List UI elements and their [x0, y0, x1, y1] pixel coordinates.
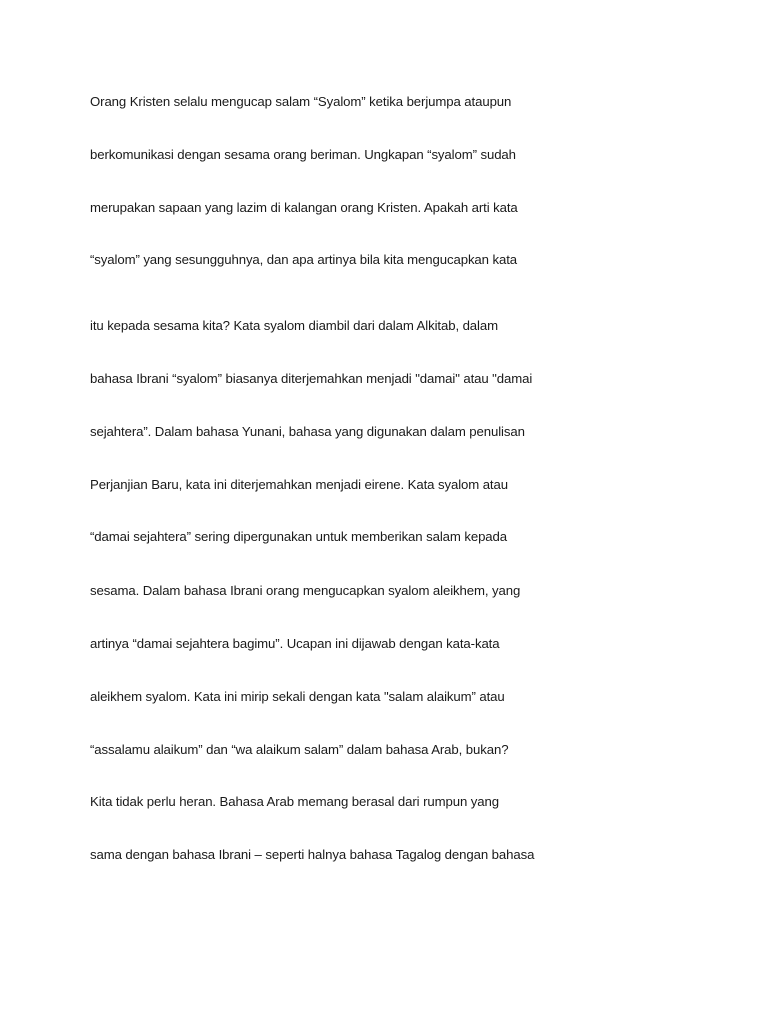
text-line: sejahtera”. Dalam bahasa Yunani, bahasa yang digunakan dalam penulisan: [90, 424, 525, 439]
text-line: artinya “damai sejahtera bagimu”. Ucapan ini dijawab dengan kata-kata: [90, 636, 500, 651]
text-line: Kita tidak perlu heran. Bahasa Arab memang berasal dari rumpun yang: [90, 794, 499, 809]
text-line: “syalom” yang sesungguhnya, dan apa artinya bila kita mengucapkan kata: [90, 252, 517, 267]
text-line: “damai sejahtera” sering dipergunakan untuk memberikan salam kepada: [90, 529, 508, 544]
text-line: itu kepada sesama kita? Kata syalom diambil dari dalam Alkitab, dalam: [90, 318, 498, 333]
text-line: “assalamu alaikum” dan “wa alaikum salam” dalam bahasa Arab, bukan?: [90, 742, 509, 757]
text-line: aleikhem syalom. Kata ini mirip sekali dengan kata "salam alaikum” atau: [90, 689, 505, 704]
text-line: berkomunikasi dengan sesama orang beriman. Ungkapan “syalom” sudah: [90, 147, 516, 162]
text-line: bahasa Ibrani “syalom” biasanya diterjemahkan menjadi "damai" atau "damai: [90, 371, 533, 386]
text-line: Orang Kristen selalu mengucap salam “Syalom” ketika berjumpa ataupun: [90, 94, 512, 109]
text-line: sesama. Dalam bahasa Ibrani orang mengucapkan syalom aleikhem, yang: [90, 583, 521, 598]
text-line: merupakan sapaan yang lazim di kalangan orang Kristen. Apakah arti kata: [90, 200, 518, 215]
text-line: Perjanjian Baru, kata ini diterjemahkan menjadi eirene. Kata syalom atau: [90, 477, 508, 492]
text-line: sama dengan bahasa Ibrani – seperti halnya bahasa Tagalog dengan bahasa: [90, 847, 535, 862]
